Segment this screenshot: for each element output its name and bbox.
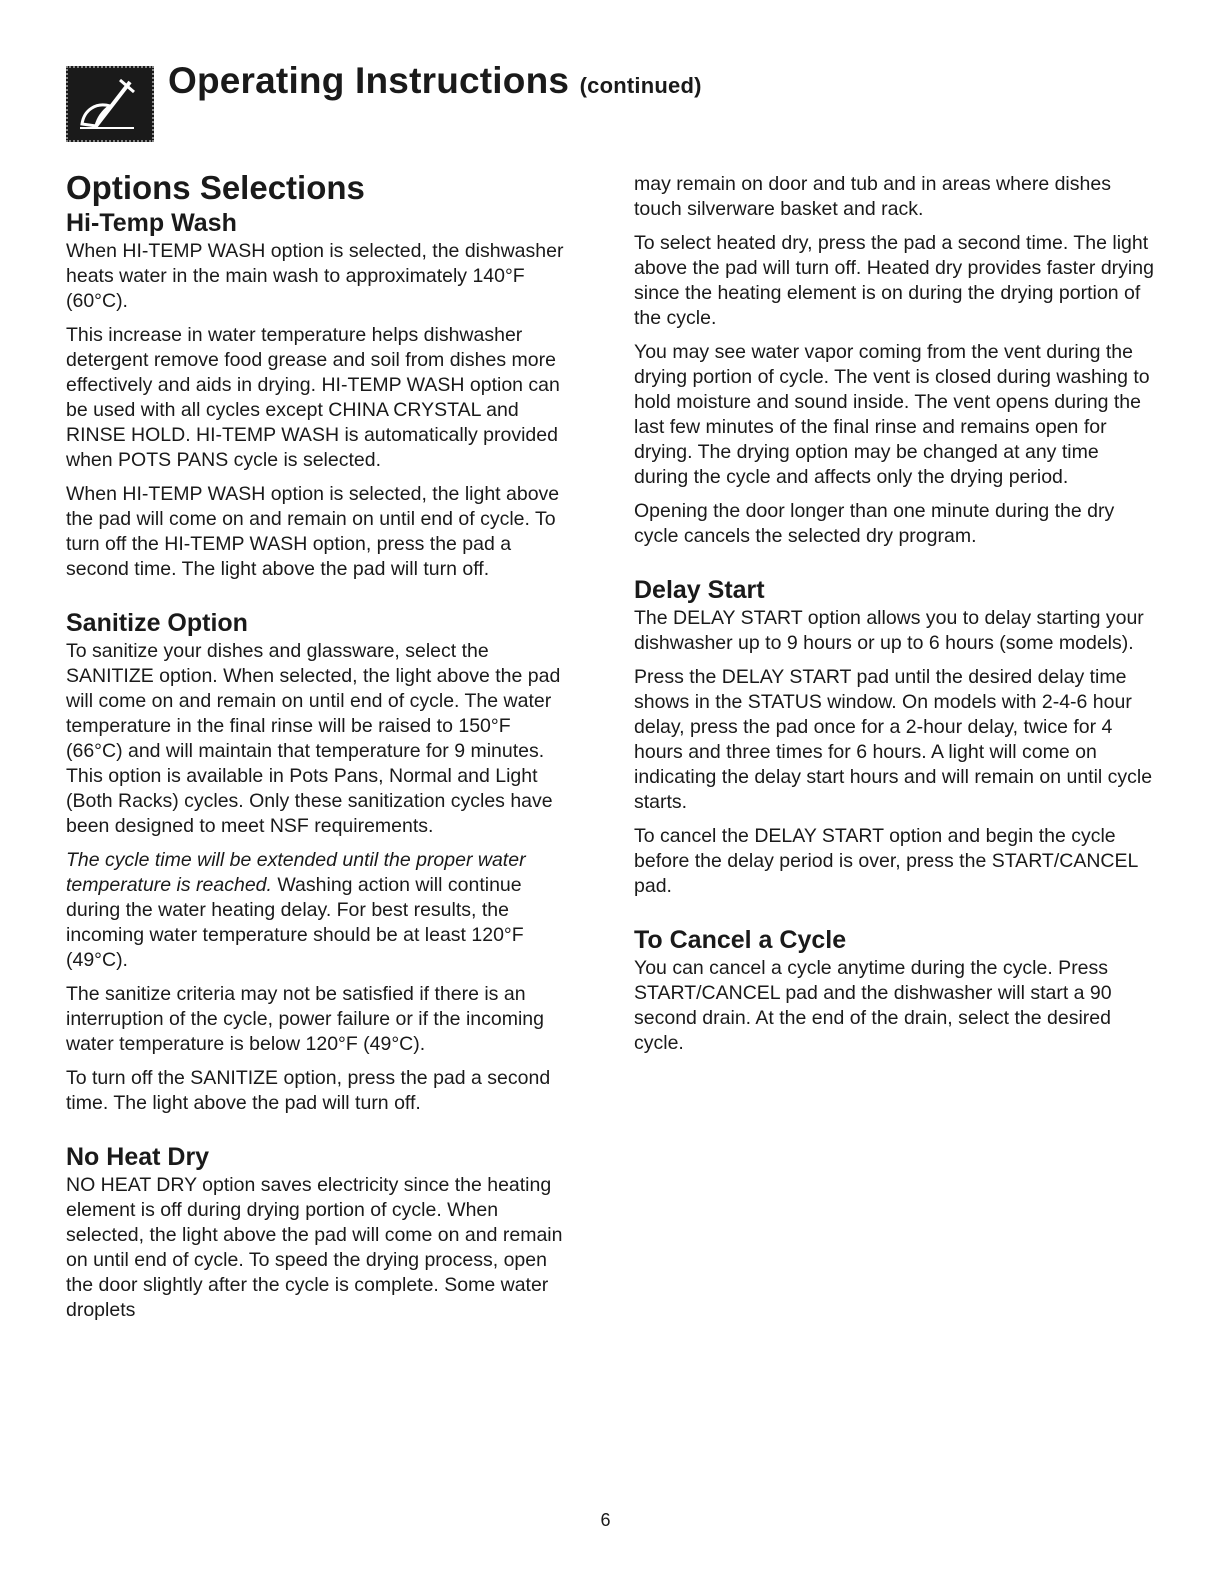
delay-start-heading: Delay Start <box>634 576 765 604</box>
title-text: Operating Instructions <box>168 60 570 101</box>
sanitize-paragraph-2-rest: Washing action will continue during the water heating delay. For best results, the incoming water temperature should be at least 120°F (49°C). <box>66 874 524 971</box>
no-heat-dry-continued-section <box>634 172 1154 549</box>
cancel-cycle-heading: To Cancel a Cycle <box>634 926 847 954</box>
delay-start-paragraph-2: Press the DELAY START pad until the desired delay time shows in the STATUS window. On models with 2-4-6 hour delay, press the pad once for a 2-hour delay, twice for 4 hours and three times for 6 hours. A light will come on indicating the delay start hours and will remain on until cycle starts. <box>634 666 1153 813</box>
sanitize-paragraph-1: To sanitize your dishes and glassware, select the SANITIZE option. When selected, the light above the pad will come on and remain on until end of cycle. The water temperature in the final rinse will be raised to 150°F (66°C) and will maintain that temperature for 9 minutes. This option is available in Pots Pans, Normal and Light (Both Racks) cycles. Only these sanitization cycles have been designed to meet NSF requirements. <box>66 640 561 837</box>
no-heat-dry-paragraph-3: To select heated dry, press the pad a second time. The light above the pad will turn off. Heated dry provides faster drying since the heating element is on during the drying portion of the cycle. <box>634 232 1154 329</box>
sanitize-italic-note: The cycle time will be extended until the proper water temperature is reached. <box>66 849 526 896</box>
options-selections-heading: Options Selections <box>66 169 365 206</box>
delay-start-paragraph-3: To cancel the DELAY START option and begin the cycle before the delay period is over, press the START/CANCEL pad. <box>634 825 1138 897</box>
no-heat-dry-paragraph-1: NO HEAT DRY option saves electricity since the heating element is off during drying portion of cycle. When selected, the light above the pad will come on and remain on until end of cycle. To speed the drying process, open the door slightly after the cycle is complete. Some water droplets <box>66 1174 563 1321</box>
hi-temp-wash-heading: Hi-Temp Wash <box>66 209 237 237</box>
page-title <box>168 60 702 102</box>
right-column <box>634 172 1154 1065</box>
hi-temp-paragraph-3: When HI-TEMP WASH option is selected, the light above the pad will come on and remain on until end of cycle. To turn off the HI-TEMP WASH option, press the pad a second time. The light above the pad will turn off. <box>66 483 560 580</box>
hi-temp-paragraph-1: When HI-TEMP WASH option is selected, the dishwasher heats water in the main wash to approximately 140°F (60°C). <box>66 240 564 312</box>
left-column <box>66 168 566 1332</box>
sanitize-paragraph-3: The sanitize criteria may not be satisfied if there is an interruption of the cycle, power failure or if the incoming water temperature is below 120°F (49°C). <box>66 983 544 1055</box>
no-heat-dry-heading: No Heat Dry <box>66 1143 210 1171</box>
sanitize-paragraph-2 <box>66 848 566 973</box>
sanitize-option-heading: Sanitize Option <box>66 609 248 637</box>
no-heat-dry-paragraph-5: Opening the door longer than one minute during the dry cycle cancels the selected dry program. <box>634 500 1115 547</box>
no-heat-dry-paragraph-2: may remain on door and tub and in areas where dishes touch silverware basket and rack. <box>634 173 1111 220</box>
hi-temp-wash-section <box>66 208 566 582</box>
title-suffix: (continued) <box>579 73 702 98</box>
page-header <box>66 56 1166 146</box>
cancel-cycle-paragraph-1: You can cancel a cycle anytime during the cycle. Press START/CANCEL pad and the dishwasher will start a 90 second drain. At the end of the drain, select the desired cycle. <box>634 957 1112 1054</box>
delay-start-section <box>634 575 1154 899</box>
dishwasher-instructions-icon <box>66 66 154 142</box>
no-heat-dry-paragraph-4: You may see water vapor coming from the vent during the drying portion of cycle. The vent is closed during washing to hold moisture and sound inside. The vent opens during the last few minutes of the final rinse and remains open for drying. The drying option may be changed at any time during the cycle and affects only the drying period. <box>634 341 1150 488</box>
no-heat-dry-section <box>66 1142 566 1323</box>
page-number: 6 <box>600 1510 611 1530</box>
sanitize-option-section <box>66 608 566 1116</box>
cancel-cycle-section <box>634 925 1154 1056</box>
delay-start-paragraph-1: The DELAY START option allows you to delay starting your dishwasher up to 9 hours or up to 6 hours (some models). <box>634 607 1144 654</box>
hi-temp-paragraph-2: This increase in water temperature helps dishwasher detergent remove food grease and soil from dishes more effectively and aids in drying. HI-TEMP WASH option can be used with all cycles except CHINA CRYSTAL and RINSE HOLD. HI-TEMP WASH is automatically provided when POTS PANS cycle is selected. <box>66 324 560 471</box>
sanitize-paragraph-4: To turn off the SANITIZE option, press the pad a second time. The light above the pad will turn off. <box>66 1067 551 1114</box>
